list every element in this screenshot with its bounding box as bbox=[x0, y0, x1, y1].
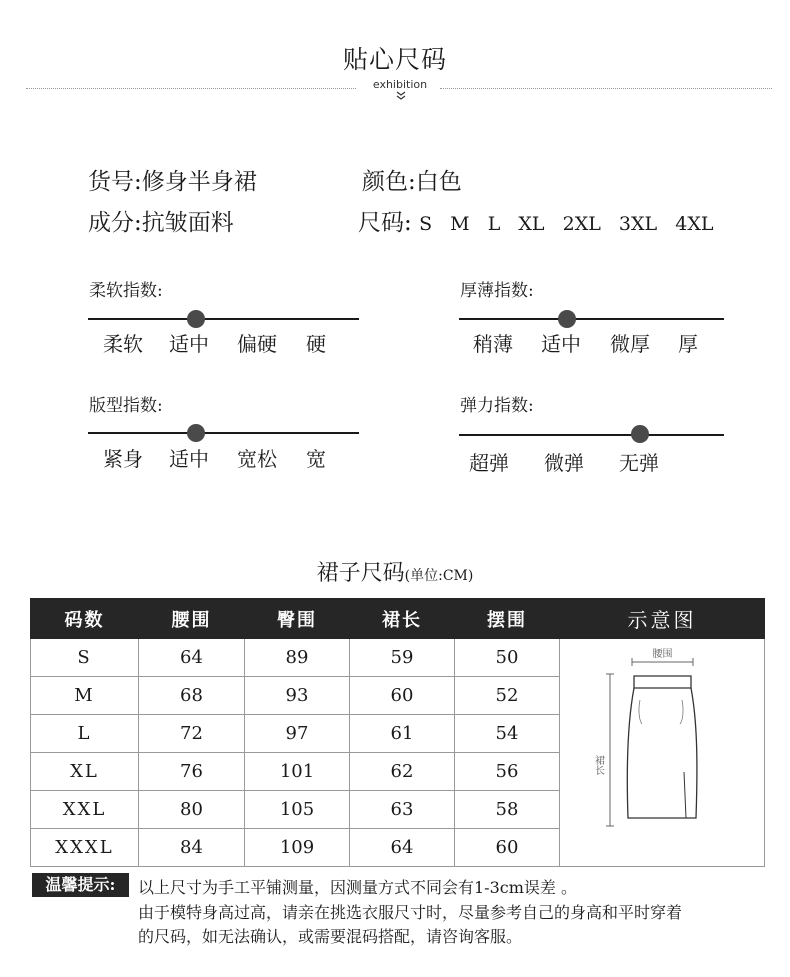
table-cell: XL bbox=[31, 753, 139, 791]
column-header: 摆围 bbox=[455, 599, 560, 639]
elasticity-index-scale bbox=[459, 434, 724, 436]
elasticity-option: 超弹 bbox=[469, 451, 509, 475]
column-header: 腰围 bbox=[139, 599, 245, 639]
tips-line: 以上尺寸为手工平铺测量，因测量方式不同会有1-3cm误差 。 bbox=[138, 878, 577, 897]
double-chevron-down-icon bbox=[391, 91, 411, 102]
softness-index-marker bbox=[187, 310, 205, 328]
skirt-diagram bbox=[560, 640, 765, 860]
item-number-value: 修身半身裙 bbox=[141, 169, 257, 195]
thickness-option: 厚 bbox=[678, 332, 698, 356]
column-header: 示意图 bbox=[560, 599, 765, 639]
length-label: 裙长 bbox=[592, 755, 604, 775]
material-value: 抗皱面料 bbox=[141, 210, 234, 236]
material-label: 成分: bbox=[88, 210, 142, 236]
elasticity-index-label: 弹力指数: bbox=[460, 396, 534, 416]
softness-option: 硬 bbox=[306, 332, 326, 356]
softness-option: 偏硬 bbox=[237, 332, 277, 356]
softness-index-label: 柔软指数: bbox=[89, 281, 163, 301]
table-cell: 60 bbox=[455, 829, 560, 867]
table-row bbox=[31, 639, 765, 677]
color bbox=[362, 163, 462, 196]
column-header: 裙长 bbox=[350, 599, 455, 639]
table-cell: M bbox=[31, 677, 139, 715]
fit-option: 紧身 bbox=[103, 447, 143, 471]
size-chart-unit: (单位:CM) bbox=[404, 568, 474, 584]
material bbox=[88, 204, 234, 237]
table-cell: XXL bbox=[31, 791, 139, 829]
table-cell: 72 bbox=[139, 715, 245, 753]
page-title: 贴心尺码 bbox=[342, 45, 447, 74]
item-number-label: 货号: bbox=[88, 169, 142, 195]
skirt-diagram-cell bbox=[560, 639, 765, 867]
thickness-index-label: 厚薄指数: bbox=[460, 281, 534, 301]
color-value: 白色 bbox=[415, 169, 462, 195]
elasticity-option: 无弹 bbox=[619, 451, 659, 475]
size-range bbox=[358, 204, 713, 237]
dotted-divider-right bbox=[440, 88, 772, 89]
table-cell: 60 bbox=[350, 677, 455, 715]
table-cell: 93 bbox=[245, 677, 350, 715]
table-cell: 64 bbox=[350, 829, 455, 867]
table-cell: 59 bbox=[350, 639, 455, 677]
thickness-option: 稍薄 bbox=[473, 332, 513, 356]
table-cell: S bbox=[31, 639, 139, 677]
table-cell: 89 bbox=[245, 639, 350, 677]
size-table bbox=[30, 598, 765, 867]
fit-index-label: 版型指数: bbox=[89, 396, 163, 416]
tips-label: 温馨提示: bbox=[32, 873, 129, 897]
softness-option: 柔软 bbox=[103, 332, 143, 356]
table-cell: 58 bbox=[455, 791, 560, 829]
softness-index-scale bbox=[88, 318, 359, 320]
item-number bbox=[88, 163, 257, 196]
size-chart-title bbox=[0, 556, 790, 587]
table-header-row bbox=[31, 599, 765, 639]
table-cell: 52 bbox=[455, 677, 560, 715]
table-cell: 54 bbox=[455, 715, 560, 753]
thickness-index-scale bbox=[459, 318, 724, 320]
elasticity-option: 微弹 bbox=[544, 451, 584, 475]
size-range-label: 尺码: bbox=[358, 210, 412, 236]
fit-index-scale bbox=[88, 432, 359, 434]
elasticity-index-marker bbox=[631, 425, 649, 443]
table-cell: 80 bbox=[139, 791, 245, 829]
thickness-option: 适中 bbox=[541, 332, 581, 356]
table-cell: 64 bbox=[139, 639, 245, 677]
table-cell: L bbox=[31, 715, 139, 753]
waist-label: 腰围 bbox=[652, 649, 673, 660]
tips-line: 由于模特身高过高，请亲在挑选衣服尺寸时，尽量参考自己的身高和平时穿着 bbox=[138, 903, 683, 922]
fit-option: 宽 bbox=[306, 447, 326, 471]
dotted-divider-left bbox=[26, 88, 356, 89]
fit-option: 宽松 bbox=[237, 447, 277, 471]
fit-option: 适中 bbox=[169, 447, 209, 471]
size-chart-title-text: 裙子尺码 bbox=[316, 561, 405, 586]
table-cell: 61 bbox=[350, 715, 455, 753]
table-cell: 109 bbox=[245, 829, 350, 867]
page-subtitle: exhibition bbox=[372, 78, 428, 91]
table-cell: 97 bbox=[245, 715, 350, 753]
table-cell: 62 bbox=[350, 753, 455, 791]
table-cell: 56 bbox=[455, 753, 560, 791]
softness-option: 适中 bbox=[169, 332, 209, 356]
table-cell: 76 bbox=[139, 753, 245, 791]
table-cell: 68 bbox=[139, 677, 245, 715]
size-range-value: S M L XL 2XL 3XL 4XL bbox=[419, 213, 714, 235]
table-cell: 50 bbox=[455, 639, 560, 677]
fit-index-marker bbox=[187, 424, 205, 442]
thickness-option: 微厚 bbox=[610, 332, 650, 356]
tips-line: 的尺码，如无法确认，或需要混码搭配，请咨询客服。 bbox=[138, 927, 523, 946]
column-header: 码数 bbox=[31, 599, 139, 639]
thickness-index-marker bbox=[558, 310, 576, 328]
color-label: 颜色: bbox=[362, 169, 416, 195]
table-cell: 63 bbox=[350, 791, 455, 829]
table-cell: 105 bbox=[245, 791, 350, 829]
table-cell: 101 bbox=[245, 753, 350, 791]
table-cell: 84 bbox=[139, 829, 245, 867]
table-cell: XXXL bbox=[31, 829, 139, 867]
column-header: 臀围 bbox=[245, 599, 350, 639]
